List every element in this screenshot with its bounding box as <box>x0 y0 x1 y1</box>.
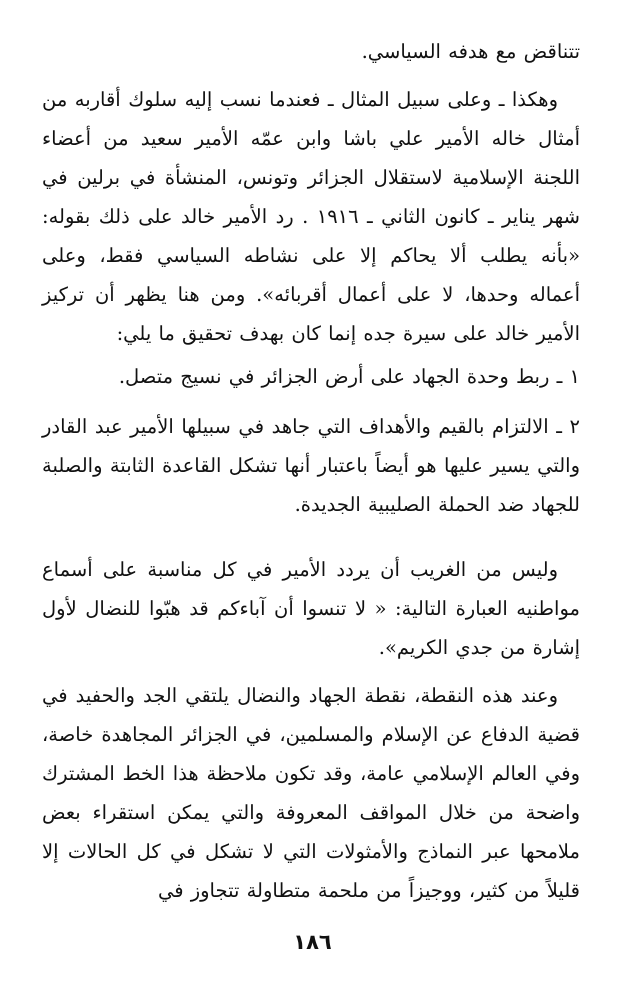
list-item-1 <box>42 357 580 396</box>
paragraph-text: وهكذا ـ وعلى سبيل المثال ـ فعندما نسب إليه سلوك أقاربه من أمثال خاله الأمير علي باشا وابن عمّه الأمير سعيد من أعضاء اللجنة الإسلامية لاستقلال الجزائر وتونس، المنشأة في برلين في شهر يناير ـ كانون الثاني ـ ١٩١٦ . رد الأمير خالد على ذلك بقوله: «بأنه يطلب ألا يحاكم إلا على نشاطه السياسي فقط، وعلى أعماله وحدها، لا على أعمال أقربائه». ومن هنا يظهر أن تركيز الأمير خالد على سيرة جده إنما كان بهدف تحقيق ما يلي: <box>42 88 580 345</box>
paragraph-jihad <box>42 676 580 910</box>
paragraph-relatives <box>42 80 580 353</box>
paragraph-quote <box>42 550 580 667</box>
paragraph-text: تتناقض مع هدفه السياسي. <box>361 40 580 63</box>
page-number: ١٨٦ <box>293 930 332 954</box>
list-item-text: ٢ ـ الالتزام بالقيم والأهداف التي جاهد في سبيلها الأمير عبد القادر والتي يسير عليها هو أيضاً باعتبار أنها تشكل القاعدة الثابتة والصلبة للجهاد ضد الحملة الصليبية الجديدة. <box>42 415 580 516</box>
list-item-text: ١ ـ ربط وحدة الجهاد على أرض الجزائر في نسيج متصل. <box>118 365 580 388</box>
list-item-2 <box>42 407 580 524</box>
paragraph-text: وليس من الغريب أن يردد الأمير في كل مناسبة على أسماع مواطنيه العبارة التالية: « لا تنسوا أن آباءكم قد هبّوا للنضال لأول إشارة من جدي الكريم». <box>42 558 580 659</box>
paragraph-continuation <box>42 32 580 71</box>
paragraph-text: وعند هذه النقطة، نقطة الجهاد والنضال يلتقي الجد والحفيد في قضية الدفاع عن الإسلام والمسلمين، في الجزائر المجاهدة خاصة، وفي العالم الإسلامي عامة، وقد تكون ملاحظة هذا الخط المشترك واضحة من خلال المواقف المعروفة والتي يمكن استقراء بعض ملامحها عبر النماذج والأمثولات التي لا تشكل في كل الحالات إلا قليلاً من كثير، ووجيزاً من ملحمة متطاولة تتجاوز في <box>42 684 580 902</box>
